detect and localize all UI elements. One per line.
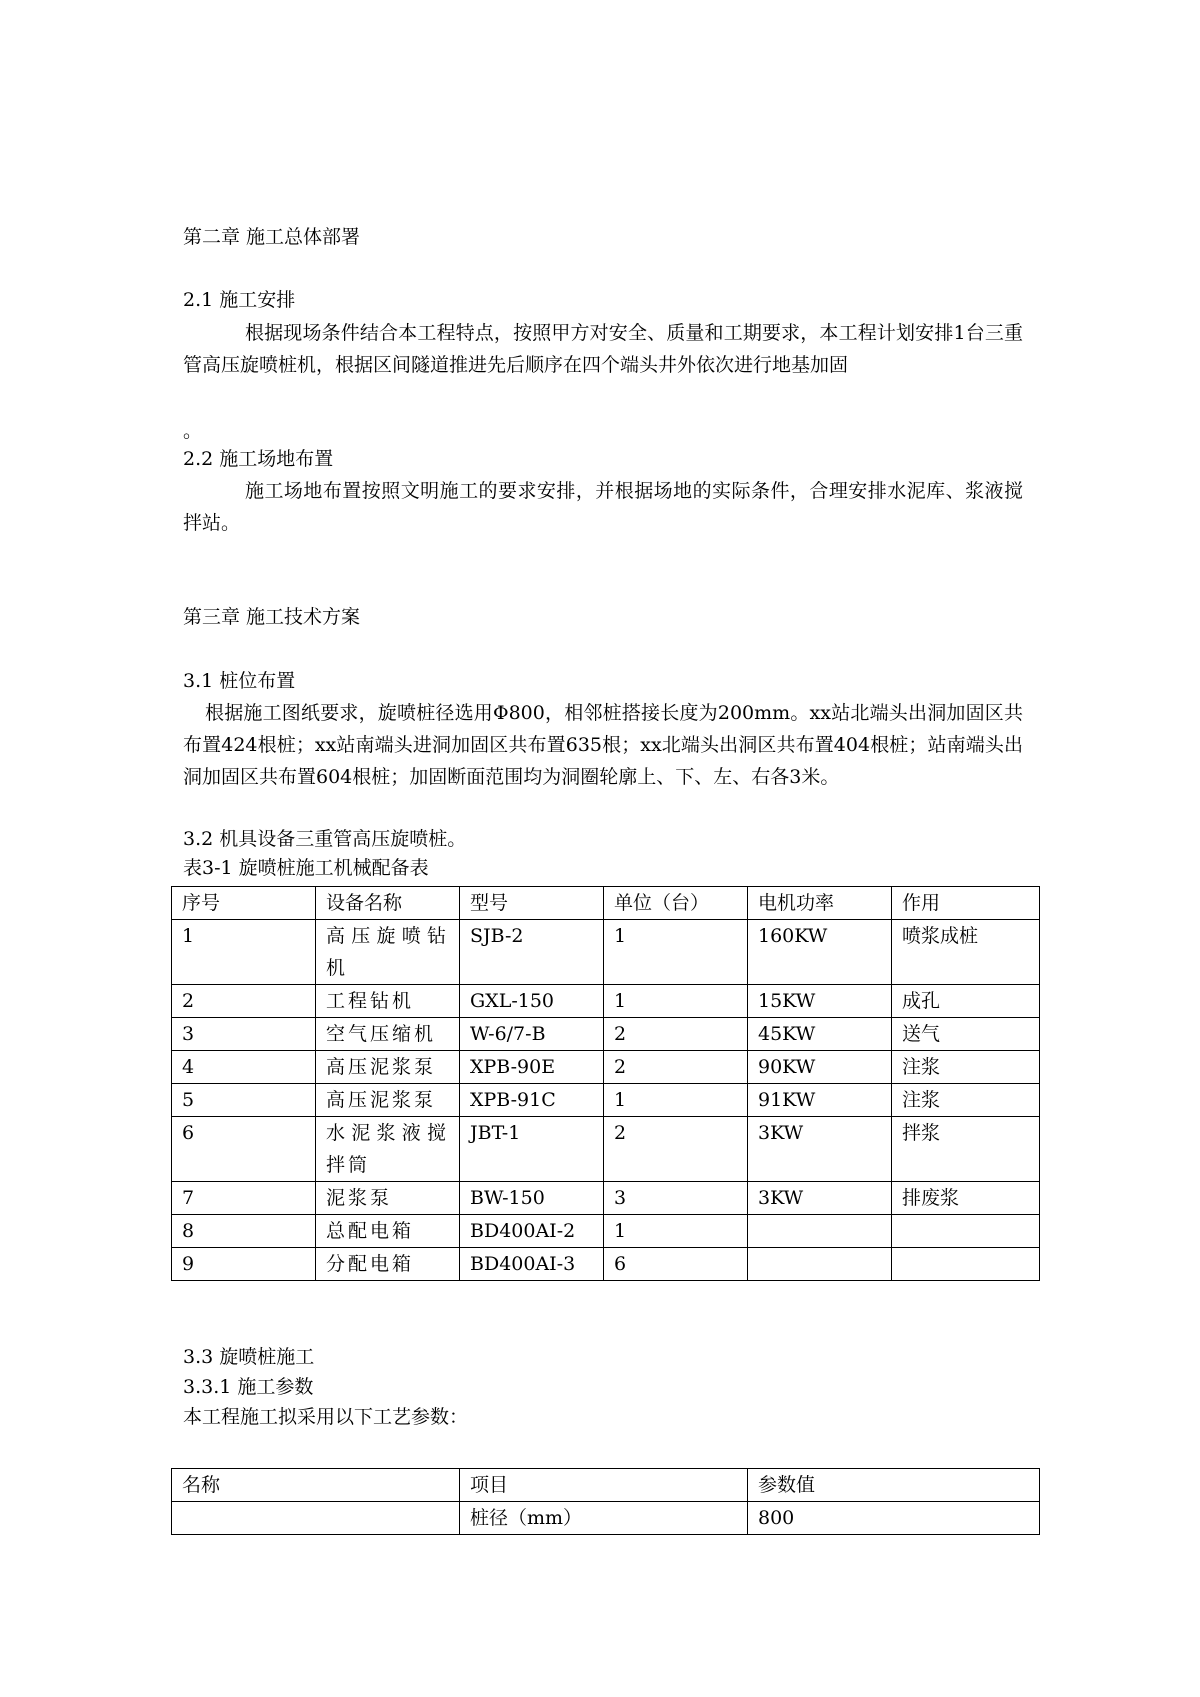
table-cell: 注浆 [892,1051,1040,1084]
section-3-3-1-text: 本工程施工拟采用以下工艺参数： [183,1406,469,1428]
table-cell: 90KW [748,1051,892,1084]
table-cell: W-6/7-B [460,1018,604,1051]
table-cell: 5 [172,1084,316,1117]
table-cell: 15KW [748,985,892,1018]
table-cell: 7 [172,1182,316,1215]
chapter3-title: 第三章 施工技术方案 [183,606,361,628]
table-cell: 工程钻机 [316,985,460,1018]
table-cell: 3KW [748,1182,892,1215]
table-cell: 高压泥浆泵 [316,1051,460,1084]
section-3-2-title: 3.2 机具设备三重管高压旋喷桩。 [183,828,467,850]
equipment-table [171,886,1040,1281]
table-cell [892,1215,1040,1248]
table-cell: 2 [604,1117,748,1182]
table-cell: 2 [604,1018,748,1051]
table-cell: 3KW [748,1117,892,1182]
table-cell: 空气压缩机 [316,1018,460,1051]
section-3-1-text: 根据施工图纸要求，旋喷桩径选用Φ800，相邻桩搭接长度为200mm。xx站北端头出洞加固区共布置424根桩；xx站南端头进洞加固区共布置635根；xx北端头出洞区共布置404根桩；站南端头出洞加固区共布置604根桩；加固断面范围均为洞圈轮廓上、下、左、右各3米。 [183,702,1023,788]
table-3-1-caption: 表3-1 旋喷桩施工机械配备表 [183,857,429,879]
header-cell: 作用 [892,887,1040,920]
table-cell: 高压泥浆泵 [316,1084,460,1117]
table-row [172,920,1040,985]
table-cell: BD400AI-3 [460,1248,604,1281]
table-cell: 成孔 [892,985,1040,1018]
table-row [172,1084,1040,1117]
table-cell: 1 [604,1215,748,1248]
table-cell: XPB-91C [460,1084,604,1117]
parameter-table [171,1468,1040,1535]
table-cell: 3 [172,1018,316,1051]
table-cell: 高压旋喷钻机 [316,920,460,985]
table-cell: 2 [172,985,316,1018]
table-row [172,1117,1040,1182]
table-cell: 排废浆 [892,1182,1040,1215]
table-cell [748,1248,892,1281]
table-row [172,1018,1040,1051]
header-cell: 电机功率 [748,887,892,920]
table-row [172,1248,1040,1281]
section-2-1-text: 根据现场条件结合本工程特点，按照甲方对安全、质量和工期要求，本工程计划安排1台三重管高压旋喷桩机，根据区间隧道推进先后顺序在四个端头井外依次进行地基加固 [183,322,1023,376]
table-cell: 4 [172,1051,316,1084]
table-row [172,1502,1040,1535]
table-cell: GXL-150 [460,985,604,1018]
section-3-3-title: 3.3 旋喷桩施工 [183,1346,315,1368]
table-cell: 6 [172,1117,316,1182]
section-2-1-tail: 。 [183,420,203,442]
table-cell: 800 [748,1502,1040,1535]
table-row [172,1182,1040,1215]
table-header-row [172,887,1040,920]
chapter2-title: 第二章 施工总体部署 [183,226,361,248]
table-cell: BD400AI-2 [460,1215,604,1248]
section-2-2-title: 2.2 施工场地布置 [183,448,334,470]
table-cell: 45KW [748,1018,892,1051]
table-cell: 1 [604,1084,748,1117]
header-cell: 参数值 [748,1469,1040,1502]
header-cell: 单位（台） [604,887,748,920]
table-cell: SJB-2 [460,920,604,985]
table-cell: 91KW [748,1084,892,1117]
table-cell: 水泥浆液搅拌筒 [316,1117,460,1182]
table-cell: 分配电箱 [316,1248,460,1281]
table-cell: 泥浆泵 [316,1182,460,1215]
table-cell: 总配电箱 [316,1215,460,1248]
table-cell: XPB-90E [460,1051,604,1084]
table-cell [172,1502,460,1535]
table-cell: 9 [172,1248,316,1281]
table-cell: 8 [172,1215,316,1248]
table-cell: 2 [604,1051,748,1084]
table-cell: 送气 [892,1018,1040,1051]
table-cell: JBT-1 [460,1117,604,1182]
section-3-3-1-title: 3.3.1 施工参数 [183,1376,314,1398]
table-cell: 6 [604,1248,748,1281]
table-row [172,985,1040,1018]
table-row [172,1215,1040,1248]
section-2-1-paragraph [183,317,1023,381]
table-cell: 3 [604,1182,748,1215]
section-2-2-paragraph [183,475,1023,539]
header-cell: 设备名称 [316,887,460,920]
section-2-1-title: 2.1 施工安排 [183,289,296,311]
table-cell: 1 [172,920,316,985]
table-cell: BW-150 [460,1182,604,1215]
table-cell: 1 [604,920,748,985]
section-3-1-paragraph [183,697,1023,793]
table-row [172,1051,1040,1084]
table-cell: 拌浆 [892,1117,1040,1182]
header-cell: 名称 [172,1469,460,1502]
table-cell: 喷浆成桩 [892,920,1040,985]
table-cell: 桩径（mm） [460,1502,748,1535]
section-3-1-title: 3.1 桩位布置 [183,670,296,692]
table-header-row [172,1469,1040,1502]
table-cell [892,1248,1040,1281]
section-2-2-text: 施工场地布置按照文明施工的要求安排，并根据场地的实际条件，合理安排水泥库、浆液搅拌站。 [183,480,1023,534]
table-cell: 160KW [748,920,892,985]
table-cell: 注浆 [892,1084,1040,1117]
header-cell: 型号 [460,887,604,920]
table-cell: 1 [604,985,748,1018]
table-cell [748,1215,892,1248]
header-cell: 项目 [460,1469,748,1502]
header-cell: 序号 [172,887,316,920]
